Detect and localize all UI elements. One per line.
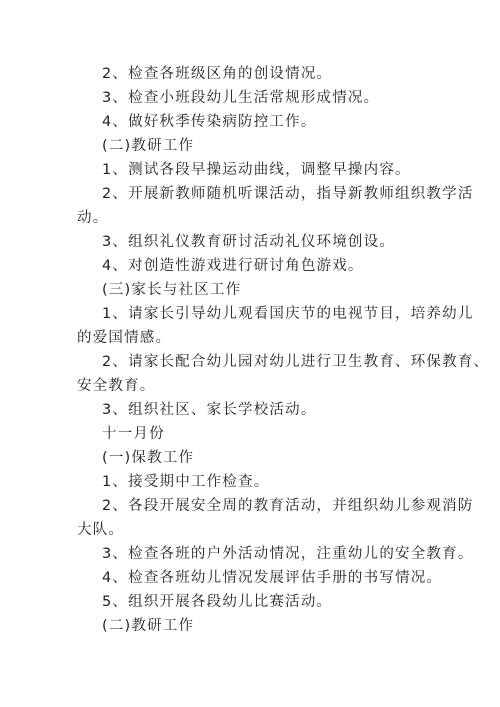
month-heading: 十一月份 [102,426,165,442]
text-line: 1、测试各段早操运动曲线，调整早操内容。 [102,162,411,178]
text-line: 3、检查各班的户外活动情况，注重幼儿的安全教育。 [102,546,474,562]
text-line: 2、开展新教师随机听课活动，指导新教师组织教学活 [102,186,474,202]
text-line: 3、组织社区、家长学校活动。 [102,402,317,418]
text-line: 大队。 [77,522,125,538]
text-line: 2、请家长配合幼儿园对幼儿进行卫生教育、环保教育、 [102,354,490,370]
text-line: 4、做好秋季传染病防控工作。 [102,114,317,130]
text-line: 4、检查各班幼儿情况发展评估手册的书写情况。 [102,570,443,586]
section-heading: (三)家长与社区工作 [102,282,242,298]
section-heading: (二)教研工作 [102,138,195,154]
text-line: 的爱国情感。 [77,330,172,346]
text-line: 5、组织开展各段幼儿比赛活动。 [102,594,333,610]
text-line: 1、接受期中工作检查。 [102,474,270,490]
text-line: 安全教育。 [77,378,156,394]
text-line: 3、组织礼仪教育研讨活动礼仪环境创设。 [102,234,396,250]
text-line: 3、检查小班段幼儿生活常规形成情况。 [102,90,380,106]
section-heading: (一)保教工作 [102,450,195,466]
text-line: 2、检查各班级区角的创设情况。 [102,66,333,82]
text-line: 1、请家长引导幼儿观看国庆节的电视节目，培养幼儿 [102,306,474,322]
text-line: 4、对创造性游戏进行研讨角色游戏。 [102,258,364,274]
text-line: 2、各段开展安全周的教育活动，并组织幼儿参观消防 [102,498,474,514]
text-line: 动。 [77,210,109,226]
section-heading: (二)教研工作 [102,618,195,634]
